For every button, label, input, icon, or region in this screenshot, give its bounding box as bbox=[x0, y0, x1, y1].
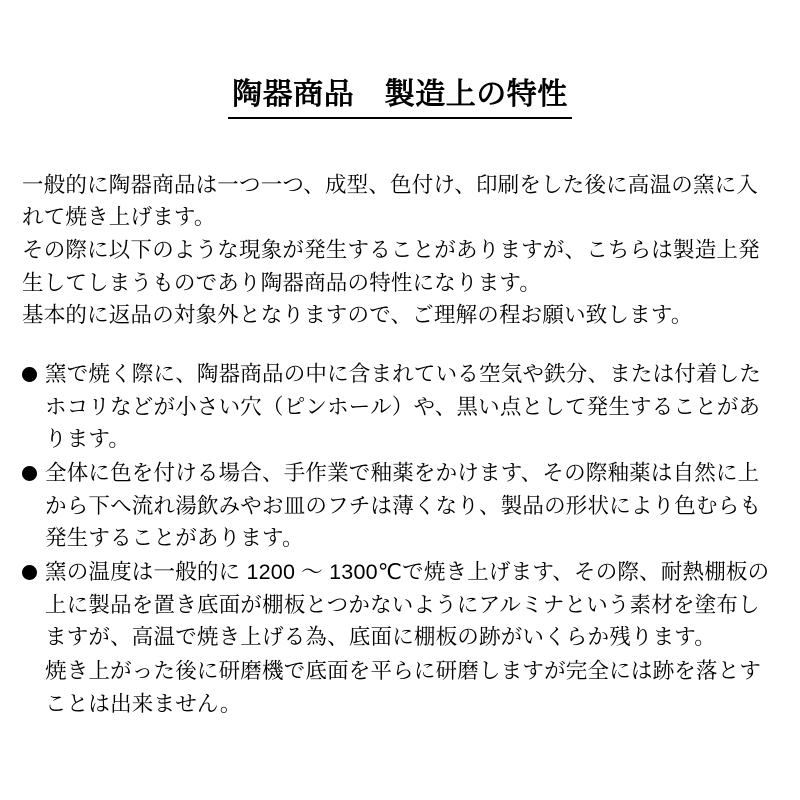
bullet-dot-icon bbox=[22, 457, 45, 490]
bullet-dot-icon bbox=[22, 358, 45, 391]
closing-paragraph: 焼き上がった後に研磨機で底面を平らに研磨しますが完全には跡を落とすことは出来ません。 bbox=[45, 659, 762, 716]
bullet-dot-icon bbox=[22, 556, 45, 589]
list-item bbox=[22, 457, 778, 555]
page-title: 陶器商品 製造上の特性 bbox=[228, 76, 572, 119]
list-item-text: 窯で焼く際に、陶器商品の中に含まれている空気や鉄分、または付着したホコリなどが小さい穴（ピンホール）や、黒い点として発生することがあります。 bbox=[45, 362, 762, 452]
list-item bbox=[22, 358, 778, 456]
intro-paragraph-1: 一般的に陶器商品は一つ一つ、成型、色付け、印刷をした後に高温の窯に入れて焼き上げます。 bbox=[22, 172, 759, 230]
page-title-container bbox=[22, 56, 778, 139]
intro-paragraph-2: その際に以下のような現象が発生することがありますが、こちらは製造上発生してしまうものであり陶器商品の特性になります。 bbox=[22, 238, 760, 295]
list-item bbox=[22, 556, 778, 654]
intro-paragraphs bbox=[22, 169, 778, 332]
characteristics-list bbox=[22, 358, 778, 654]
list-item-text: 窯の温度は一般的に 1200 ～ 1300℃で焼き上げます、その際、耐熱棚板の上に製品を置き底面が棚板とつかないようにアルミナという素材を塗布しますが、高温で焼き上げる為、底面に棚板の跡がいくらか残ります。 bbox=[45, 560, 770, 650]
list-item-text: 全体に色を付ける場合、手作業で釉薬をかけます、その際釉薬は自然に上から下へ流れ湯飲みやお皿のフチは薄くなり、製品の形状により色むらも発生することがあります。 bbox=[45, 461, 762, 551]
intro-paragraph-3: 基本的に返品の対象外となりますので、ご理解の程お願い致します。 bbox=[22, 303, 693, 328]
